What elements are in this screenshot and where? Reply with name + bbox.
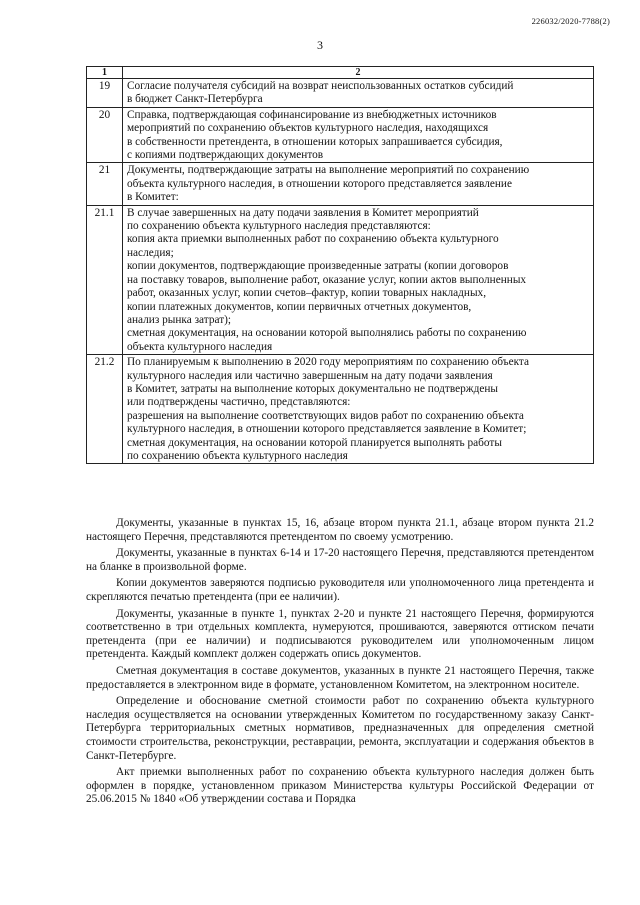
paragraph: Документы, указанные в пункте 1, пунктах 2-20 и пункте 21 настоящего Перечня, формируются соответственно в три отдельных комплекта, нумеруются, прошиваются, заверяются оттиском печати претендента (при ее наличии) и подписываются руководителем или уполномоченным лицом претендента. Каждый комплект должен содержать опись документов.	[86, 607, 594, 661]
row-text-line: работ, оказанных услуг, копии счетов–фактур, копии товарных накладных,	[127, 287, 487, 300]
column-header-number: 1	[87, 67, 123, 79]
paragraph: Документы, указанные в пунктах 6-14 и 17-20 настоящего Перечня, представляются претендентом на бланке в произвольной форме.	[86, 547, 594, 573]
row-number: 20	[87, 107, 123, 163]
table-row	[87, 79, 594, 108]
row-text-line: в собственности претендента, в отношении которых запрашивается субсидия,	[127, 135, 503, 148]
row-text-line: разрешения на выполнение соответствующих видов работ по сохранению объекта	[127, 409, 524, 422]
row-text-line: Справка, подтверждающая софинансирование из внебюджетных источников	[127, 108, 497, 121]
page-number: 3	[317, 38, 323, 52]
body-text	[86, 517, 594, 810]
row-description	[123, 79, 594, 108]
row-text-line: в Комитет:	[127, 191, 179, 204]
row-text-line: Согласие получателя субсидий на возврат неиспользованных остатков субсидий	[127, 80, 514, 92]
paragraph: Сметная документация в составе документов, указанных в пункте 21 настоящего Перечня, также предоставляется в электронном виде в формате, установленном Комитетом, на электронном носителе.	[86, 664, 594, 691]
row-description	[123, 107, 594, 163]
row-text-line: культурного наследия, в отношении которого представляется заявление в Комитет;	[127, 423, 527, 436]
documents-table	[86, 66, 594, 464]
row-description	[123, 163, 594, 205]
row-text-line: объекта культурного наследия	[127, 340, 273, 353]
row-text-line: по сохранению объекта культурного наследия	[127, 449, 348, 462]
row-text-line: на поставку товаров, выполнение работ, оказание услуг, копии актов выполненных	[127, 273, 527, 286]
row-text-line: анализ рынка затрат);	[127, 313, 232, 326]
paragraph: Определение и обоснование сметной стоимости работ по сохранению объекта культурного наследия осуществляется на основании утвержденных Комитетом по государственному заказу Санкт-Петербурга территориальных сметных нормативов, предназначенных для определения сметной стоимости строительства, реконструкции, реставрации, ремонта, эксплуатации и содержания объектов в Санкт-Петербурге.	[86, 695, 594, 762]
row-number: 21.1	[87, 205, 123, 354]
row-text-line: с копиями подтверждающих документов	[127, 149, 324, 162]
table-row	[87, 205, 594, 354]
table-row	[87, 163, 594, 205]
row-text-line: культурного наследия или частично завершенным на дату подачи заявления	[127, 369, 493, 382]
row-text-line: объекта культурного наследия, в отношении которого представляется заявление	[127, 177, 512, 190]
row-text-line: копия акта приемки выполненных работ по сохранению объекта культурного	[127, 233, 499, 246]
row-text-line: Документы, подтверждающие затраты на выполнение мероприятий по сохранению	[127, 164, 530, 177]
document-id: 226032/2020-7788(2)	[531, 16, 610, 26]
row-number: 21.2	[87, 355, 123, 464]
table-header-row	[87, 67, 594, 79]
column-header-description: 2	[123, 67, 594, 79]
row-number: 21	[87, 163, 123, 205]
table-row	[87, 107, 594, 163]
row-text-line: сметная документация, на основании которой выполнялись работы по сохранению	[127, 327, 527, 340]
row-text-line: по сохранению объекта культурного наследия представляются:	[127, 220, 431, 233]
row-text-line: или подтверждены частично, представляются:	[127, 396, 351, 409]
paragraph: Копии документов заверяются подписью руководителя или уполномоченного лица претендента и скрепляются печатью претендента (при ее наличии).	[86, 577, 594, 603]
row-text-line: мероприятий по сохранению объектов культурного наследия, находящихся	[127, 122, 489, 135]
row-number: 19	[87, 79, 123, 108]
row-text-line: в Комитет, затраты на выполнение которых документально не подтверждены	[127, 382, 498, 395]
row-text-line: По планируемым к выполнению в 2020 году мероприятиям по сохранению объекта	[127, 356, 530, 369]
paragraph: Акт приемки выполненных работ по сохранению объекта культурного наследия должен быть оформлен в порядке, установленном приказом Министерства культуры Российской Федерации от 25.06.2015 № 1840 «Об утверждении состава и Порядка	[86, 766, 594, 806]
table-row	[87, 355, 594, 464]
row-description	[123, 355, 594, 464]
paragraph: Документы, указанные в пунктах 15, 16, абзаце втором пункта 21.1, абзаце втором пункта 21.2 настоящего Перечня, представляются претендентом по своему усмотрению.	[86, 517, 594, 543]
row-text-line: В случае завершенных на дату подачи заявления в Комитет мероприятий	[127, 206, 479, 219]
row-text-line: сметная документация, на основании которой планируется выполнять работы	[127, 436, 502, 449]
row-text-line: копии платежных документов, копии первичных отчетных документов,	[127, 300, 472, 313]
row-description	[123, 205, 594, 354]
row-text-line: копии документов, подтверждающие произведенные затраты (копии договоров	[127, 260, 509, 273]
row-text-line: в бюджет Санкт-Петербурга	[127, 93, 263, 106]
row-text-line: наследия;	[127, 246, 174, 259]
